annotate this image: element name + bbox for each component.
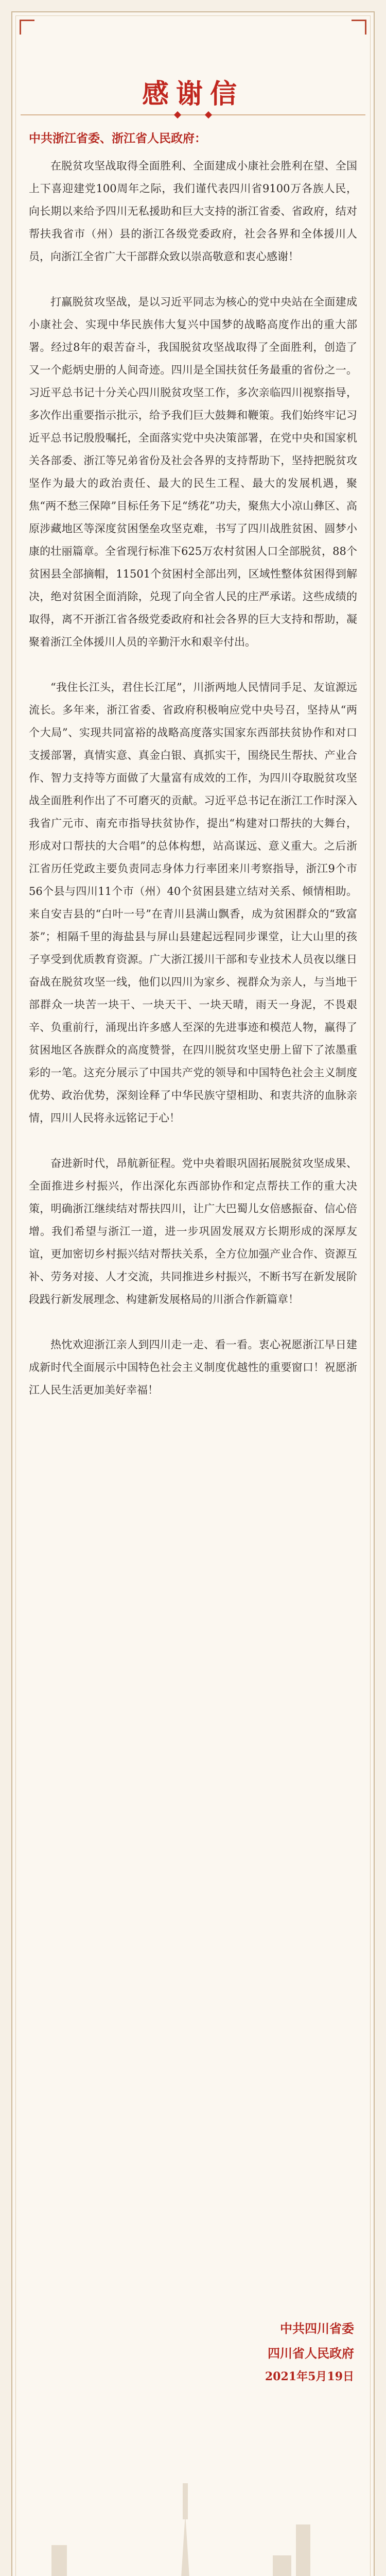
skyline-illustration [15,2421,371,2576]
title-divider [21,114,365,115]
letter-title: 感谢信 [142,78,244,110]
signature-org-1: 中共四川省委 [280,2321,354,2336]
corner-ornament [352,20,366,35]
signature-date: 2021年5月19日 [265,2370,354,2383]
salutation: 中共浙江省委、浙江省人民政府： [29,131,206,145]
corner-ornament [20,20,34,35]
paragraph-4: 奋进新时代，昂航新征程。党中央着眼巩固拓展脱贫攻坚成果、全面推进乡村振兴，作出深化东西部协作和定点帮扶工作的重大决策，明确浙江继续结对帮扶四川，让广大巴蜀儿女倍感振奋、信心倍增。我们希望与浙江一道，进一步巩固发展双方长期形成的深厚友谊，更加密切乡村振兴结对帮扶关系，全方位加强产业合作、资源互补、劳务对接、人才交流，共同推进乡村振兴，不断书写在新发展阶段践行新发展理念、构建新发展格局的川浙合作新篇章！ [29,1157,357,1306]
paragraph-3: “我住长江头，君住长江尾”，川浙两地人民情同手足、友谊源远流长。多年来，浙江省委、省政府积极响应党中央号召，坚持从“两个大局”、实现共同富裕的战略高度落实国家东西部扶贫协作和对口支援部署，真情实意、真金白银、真抓实干，围绕民生帮扶、产业合作、智力支持等方面做了大量富有成效的工作，为四川夺取脱贫攻坚战全面胜利作出了不可磨灭的贡献。习近平总书记在浙江工作时深入我省广元市、南充市指导扶贫协作，提出“构建对口帮扶的大舞台，形成对口帮扶的大合唱”的总体构想，站高谋远、意义重大。之后浙江省历任党政主要负责同志身体力行率团来川考察指导，浙江9个市56个县与四川11个市（州）40个贫困县建立结对关系、倾情相助。来自安吉县的“白叶一号”在青川县满山飘香，成为贫困群众的“致富茶”；相隔千里的海盐县与屏山县建起远程同步课堂，让大山里的孩子享受到优质教育资源。广大浙江援川干部和专业技术人员夜以继日奋战在脱贫攻坚一线，他们以四川为家乡、视群众为亲人，与当地干部群众一块苦一块干、一块天干、一块天晴，雨天一身泥，不畏艰辛、负重前行，涌现出许多感人至深的先进事迹和模范人物，赢得了贫困地区各族群众的高度赞誉，在四川脱贫攻坚史册上留下了浓墨重彩的一笔。这充分展示了中国共产党的领导和中国特色社会主义制度优势、政治优势，深刻诠释了中华民族守望相助、和衷共济的血脉亲情，四川人民将永远铭记于心！ [29,681,357,1124]
paragraph-1: 在脱贫攻坚战取得全面胜利、全面建成小康社会胜利在望、全国上下喜迎建党100周年之际，我们谨代表四川省9100万各族人民，向长期以来给予四川无私援助和巨大支持的浙江省委、省政府，结对帮扶我省市（州）县的浙江各级党委政府，社会各界和全体援川人员，向浙江全省广大干部群众致以崇高敬意和衷心感谢！ [29,160,357,263]
letter-body [29,155,357,1424]
signature-org-2: 四川省人民政府 [268,2346,354,2361]
paragraph-5: 热忱欢迎浙江亲人到四川走一走、看一看。衷心祝愿浙江早日建成新时代全面展示中国特色社会主义制度优越性的重要窗口！祝愿浙江人民生活更加美好幸福！ [29,1338,357,1396]
paragraph-2: 打赢脱贫攻坚战，是以习近平同志为核心的党中央站在全面建成小康社会、实现中华民族伟大复兴中国梦的战略高度作出的重大部署。经过8年的艰苦奋斗，我国脱贫攻坚战取得了全面胜利，创造了又一个彪炳史册的人间奇迹。四川是全国扶贫任务最重的省份之一。习近平总书记十分关心四川脱贫攻坚工作，多次亲临四川视察指导，多次作出重要指示批示，给予我们巨大鼓舞和鞭策。我们始终牢记习近平总书记殷殷嘱托，全面落实党中央决策部署，在党中央和国家机关各部委、浙江等兄弟省份及社会各界的支持帮助下，坚持把脱贫攻坚作为最大的政治责任、最大的民生工程、最大的发展机遇，聚焦“两不愁三保障”目标任务下足“绣花”功夫，聚焦大小凉山彝区、高原涉藏地区等深度贫困堡垒攻坚克难，书写了四川战胜贫困、圆梦小康的壮丽篇章。全省现行标准下625万农村贫困人口全部脱贫，88个贫困县全部摘帽，11501个贫困村全部出列，区域性整体贫困得到解决，绝对贫困全面消除，兑现了向全省人民的庄严承诺。这些成绩的取得，离不开浙江省各级党委政府和社会各界的巨大支持和帮助，凝聚着浙江全体援川人员的辛勤汗水和艰辛付出。 [29,296,357,648]
